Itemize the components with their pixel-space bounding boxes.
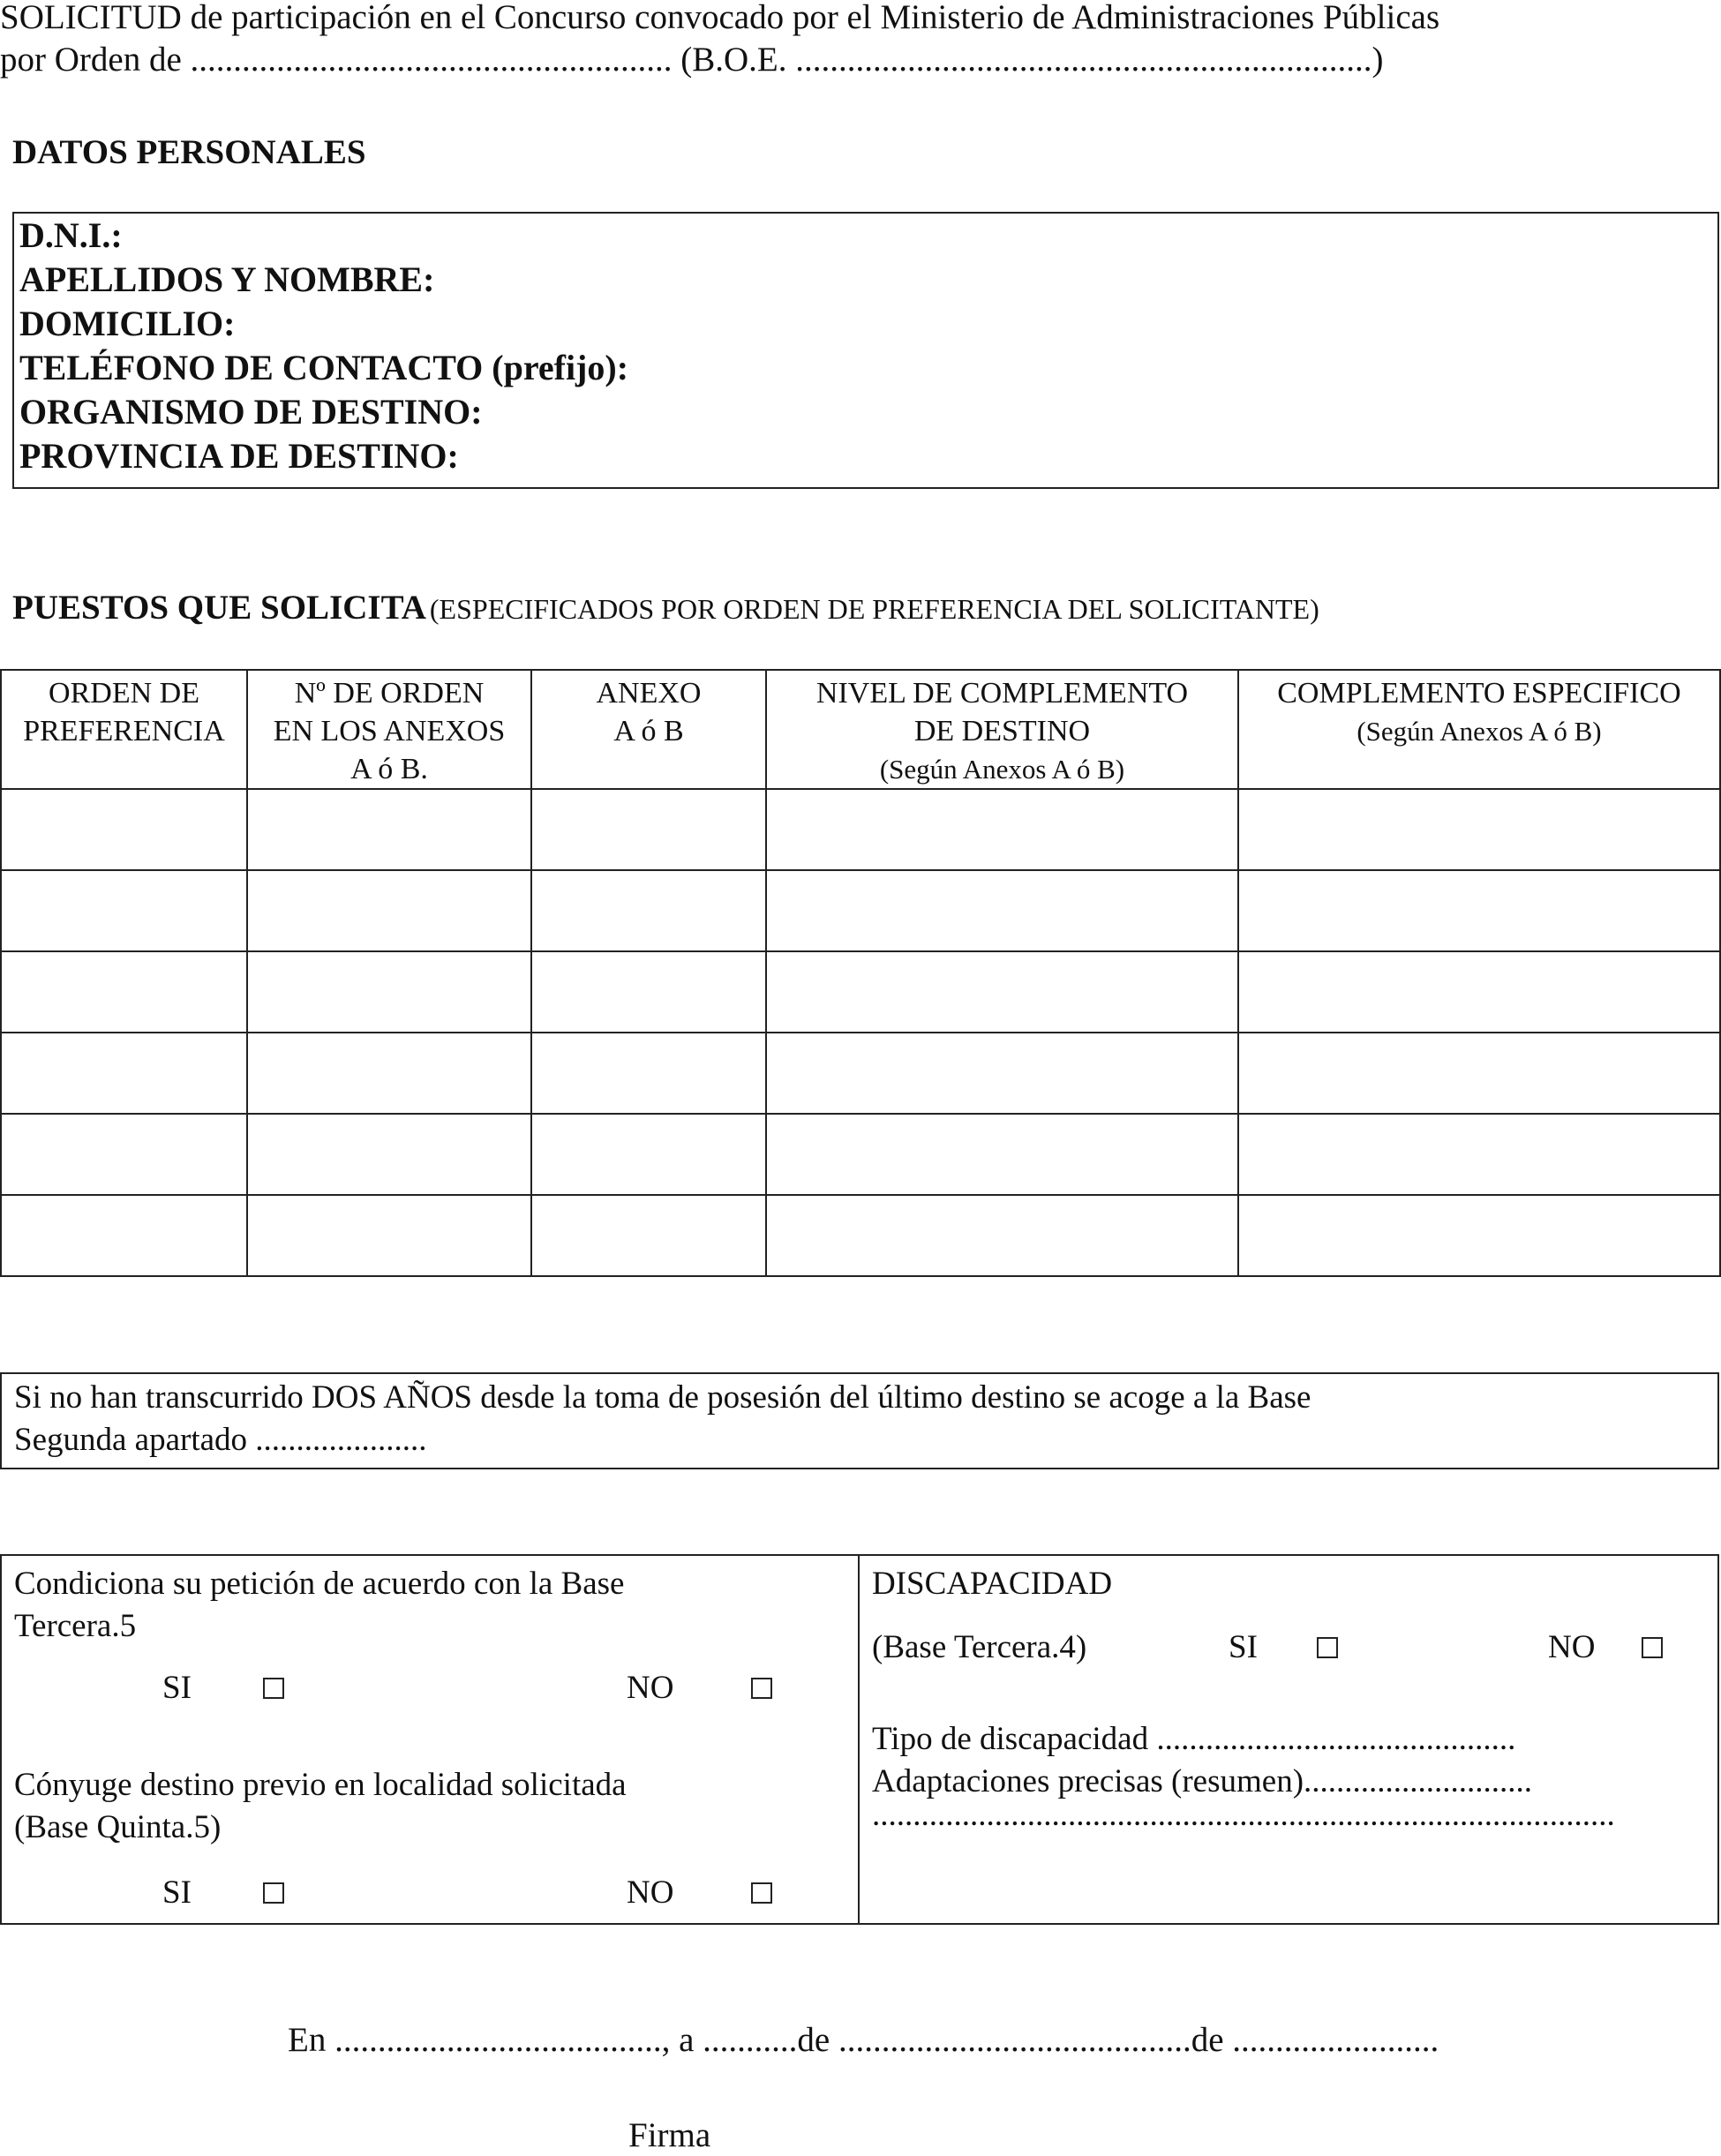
condiciona-no-label: NO — [627, 1670, 674, 1706]
table-row — [1, 951, 1720, 1033]
discapacidad-si-label: SI — [1229, 1629, 1258, 1665]
adaptaciones-field[interactable]: Adaptaciones precisas (resumen)............................ — [872, 1763, 1533, 1799]
table-cell[interactable] — [531, 1033, 766, 1114]
table-cell[interactable] — [1, 789, 247, 870]
discapacidad-base: (Base Tercera.4) — [872, 1629, 1087, 1665]
dos-anos-box — [0, 1372, 1719, 1469]
table-cell[interactable] — [766, 1114, 1238, 1195]
condiciona-line-2: Tercera.5 — [14, 1608, 137, 1644]
orden-label: por Orden de — [0, 41, 191, 79]
puestos-heading — [12, 588, 1319, 627]
col-header-line: Nº DE ORDEN — [294, 677, 485, 710]
col-complemento-especifico — [1238, 670, 1720, 789]
table-row — [1, 870, 1720, 951]
col-header-line: (Según Anexos A ó B) — [879, 754, 1125, 785]
col-numero-orden — [247, 670, 531, 789]
boe-field[interactable]: ................................................................... — [795, 41, 1372, 79]
col-header-line: ANEXO — [596, 677, 702, 710]
col-header-line: DE DESTINO — [913, 715, 1091, 747]
table-cell[interactable] — [247, 789, 531, 870]
table-cell[interactable] — [247, 1114, 531, 1195]
condiciona-no-checkbox[interactable] — [751, 1678, 772, 1699]
conyuge-no-checkbox[interactable] — [751, 1882, 772, 1904]
col-header-line: NIVEL DE COMPLEMENTO — [815, 677, 1189, 710]
table-cell[interactable] — [766, 1195, 1238, 1276]
table-cell[interactable] — [1238, 1195, 1720, 1276]
table-cell[interactable] — [1, 1033, 247, 1114]
discapacidad-si-checkbox[interactable] — [1317, 1637, 1338, 1658]
table-cell[interactable] — [1238, 1033, 1720, 1114]
table-cell[interactable] — [1238, 1114, 1720, 1195]
field-organismo[interactable]: ORGANISMO DE DESTINO: — [19, 392, 483, 432]
col-nivel-complemento — [766, 670, 1238, 789]
tipo-discapacidad-field[interactable]: Tipo de discapacidad ............................................ — [872, 1721, 1516, 1757]
table-cell[interactable] — [1238, 951, 1720, 1033]
boe-close: ) — [1372, 41, 1384, 79]
field-dni[interactable]: D.N.I.: — [19, 215, 123, 255]
table-cell[interactable] — [1, 951, 247, 1033]
field-domicilio[interactable]: DOMICILIO: — [19, 304, 236, 343]
col-orden-preferencia — [1, 670, 247, 789]
col-header-line: A ó B — [613, 715, 684, 747]
discapacidad-no-label: NO — [1548, 1629, 1596, 1665]
conyuge-line-1: Cónyuge destino previo en localidad solicitada — [14, 1767, 627, 1803]
header-line-1: SOLICITUD de participación en el Concurso convocado por el Ministerio de Administraciones Públicas — [0, 0, 1440, 36]
col-header-line: A ó B. — [350, 753, 428, 785]
datos-personales-box — [12, 212, 1719, 489]
table-cell[interactable] — [1238, 789, 1720, 870]
table-cell[interactable] — [766, 870, 1238, 951]
table-cell[interactable] — [766, 951, 1238, 1033]
condiciona-si-checkbox[interactable] — [263, 1678, 284, 1699]
field-apellidos-nombre[interactable]: APELLIDOS Y NOMBRE: — [19, 259, 435, 299]
discapacidad-no-checkbox[interactable] — [1642, 1637, 1663, 1658]
table-row — [1, 789, 1720, 870]
col-header-line: (Según Anexos A ó B) — [1357, 716, 1602, 747]
table-cell[interactable] — [531, 951, 766, 1033]
table-cell[interactable] — [766, 789, 1238, 870]
col-header-line: PREFERENCIA — [23, 715, 225, 747]
field-provincia[interactable]: PROVINCIA DE DESTINO: — [19, 436, 459, 476]
condiciona-si-label: SI — [162, 1670, 192, 1706]
table-cell[interactable] — [531, 789, 766, 870]
table-cell[interactable] — [247, 1195, 531, 1276]
firma-label: Firma — [628, 2116, 711, 2154]
table-cell[interactable] — [531, 1114, 766, 1195]
conyuge-si-label: SI — [162, 1874, 192, 1911]
dos-anos-line-1: Si no han transcurrido DOS AÑOS desde la toma de posesión del último destino se acoge a la Base — [14, 1379, 1311, 1416]
condiciones-divider — [858, 1556, 860, 1923]
table-cell[interactable] — [247, 870, 531, 951]
boe-label: (B.O.E. — [672, 41, 796, 79]
condiciona-line-1: Condiciona su petición de acuerdo con la Base — [14, 1566, 625, 1602]
col-header-line: EN LOS ANEXOS — [273, 715, 506, 747]
table-row — [1, 1033, 1720, 1114]
table-cell[interactable] — [247, 1033, 531, 1114]
table-cell[interactable] — [247, 951, 531, 1033]
table-cell[interactable] — [766, 1033, 1238, 1114]
col-header-line: COMPLEMENTO ESPECIFICO — [1277, 677, 1681, 710]
orden-field[interactable]: ........................................................ — [190, 41, 673, 79]
adaptaciones-extra-line[interactable]: ........................................................................................... — [872, 1797, 1615, 1833]
datos-personales-title: DATOS PERSONALES — [12, 133, 366, 171]
conyuge-line-2: (Base Quinta.5) — [14, 1809, 222, 1845]
conyuge-no-label: NO — [627, 1874, 674, 1911]
table-cell[interactable] — [1, 870, 247, 951]
puestos-table — [0, 669, 1721, 1277]
header-line-2 — [0, 39, 1384, 81]
col-anexo — [531, 670, 766, 789]
puestos-title: PUESTOS QUE SOLICITA — [12, 589, 426, 627]
dos-anos-line-2[interactable]: Segunda apartado ..................... — [14, 1422, 427, 1458]
table-cell[interactable] — [531, 870, 766, 951]
conyuge-si-checkbox[interactable] — [263, 1882, 284, 1904]
col-header-line: ORDEN DE — [49, 677, 199, 710]
table-header-row — [1, 670, 1720, 789]
puestos-subtitle: (ESPECIFICADOS POR ORDEN DE PREFERENCIA DEL SOLICITANTE) — [429, 593, 1319, 625]
discapacidad-title: DISCAPACIDAD — [872, 1566, 1113, 1602]
table-cell[interactable] — [1, 1114, 247, 1195]
table-cell[interactable] — [531, 1195, 766, 1276]
table-row — [1, 1195, 1720, 1276]
table-row — [1, 1114, 1720, 1195]
table-cell[interactable] — [1, 1195, 247, 1276]
condiciones-box — [0, 1554, 1719, 1925]
field-telefono[interactable]: TELÉFONO DE CONTACTO (prefijo): — [19, 348, 629, 387]
table-cell[interactable] — [1238, 870, 1720, 951]
lugar-fecha-line[interactable]: En ......................................, a ...........de .........................................de ........................ — [288, 2021, 1439, 2059]
